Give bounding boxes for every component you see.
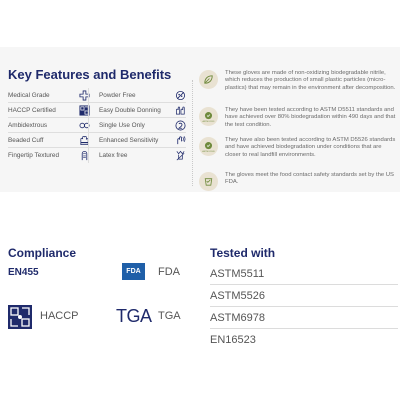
feature-single-use-only (99, 119, 186, 132)
feature-ambidextrous (8, 119, 90, 132)
haccp-logo (8, 305, 32, 329)
tested-item: EN16523 (210, 334, 256, 346)
feature-label: Medical Grade (8, 92, 50, 99)
badge-label: ASTM D5511 (202, 121, 215, 123)
eco-text: They have also been tested according to ASTM D5526 standards and have achieved biodegradation under conditions that are closer to real landfill environments. (225, 137, 396, 158)
latex-free-icon (175, 150, 186, 161)
section-divider (192, 80, 193, 186)
tested-item: ASTM6978 (210, 307, 398, 329)
compliance-title: Compliance (8, 246, 77, 260)
feature-easy-double-donning (99, 104, 186, 117)
tga-label: TGA (158, 310, 181, 322)
powder-free-icon (175, 90, 186, 101)
tested-item: ASTM5511 (210, 263, 398, 285)
eco-text: These gloves are made of non-oxidizing biodegradable nitrile, which reduces the production of small plastic particles (micro-plastics) that may remain in the environment after decomposition. (225, 70, 396, 91)
feature-fingertip-textured (8, 149, 90, 162)
feature-enhanced-sensitivity (99, 134, 186, 147)
feature-label: Enhanced Sensitivity (99, 137, 159, 144)
feature-label: Latex free (99, 152, 128, 159)
double-gloves-icon (175, 105, 186, 116)
feature-latex-free (99, 149, 186, 162)
en455-label: EN455 (8, 267, 39, 278)
feature-beaded-cuff (8, 134, 90, 147)
feature-label: HACCP Certified (8, 107, 56, 114)
feature-row (8, 118, 186, 133)
feature-row (8, 103, 186, 118)
tested-item: ASTM5526 (210, 285, 398, 307)
key-features-title: Key Features and Benefits (8, 67, 172, 82)
badge-label: ASTM D5526 (202, 151, 215, 153)
haccp-label: HACCP (40, 310, 79, 322)
feature-row (8, 133, 186, 148)
fda-logo: FDA (122, 263, 145, 280)
feature-label: Powder Free (99, 92, 136, 99)
tested-with-title: Tested with (210, 246, 276, 260)
astm-green-icon (199, 137, 218, 156)
feature-haccp-certified (8, 104, 90, 117)
food-safe-icon (199, 172, 218, 191)
eco-text: The gloves meet the food contact safety standards set by the US FDA. (225, 172, 394, 186)
tga-logo: TGA (116, 306, 152, 326)
eco-text: They have been tested according to ASTM D5511 standards and have achieved over 80% biodegradation within 490 days and that the test condition. (225, 107, 396, 128)
feature-label: Ambidextrous (8, 122, 48, 129)
feature-row (8, 148, 186, 163)
features-grid (8, 88, 186, 163)
single-use-icon (175, 120, 186, 131)
feature-row (8, 88, 186, 103)
sensitivity-icon (175, 135, 186, 146)
feature-label: Single Use Only (99, 122, 145, 129)
leaf-icon (199, 70, 218, 89)
tested-with-list (210, 263, 398, 351)
feature-medical-grade (8, 89, 90, 102)
fda-label: FDA (158, 266, 180, 278)
feature-label: Easy Double Donning (99, 107, 161, 114)
feature-label: Beaded Cuff (8, 137, 44, 144)
feature-label: Fingertip Textured (8, 152, 60, 159)
astm-shell-icon (199, 107, 218, 126)
feature-powder-free (99, 89, 186, 102)
column-divider (88, 88, 89, 163)
